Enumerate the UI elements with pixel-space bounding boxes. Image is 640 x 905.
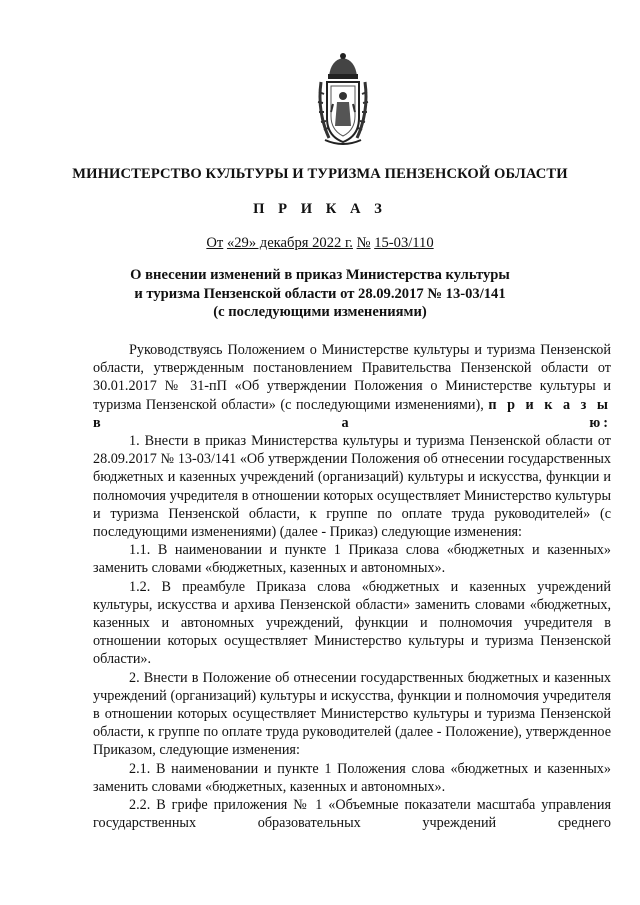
date-prefix: От bbox=[206, 235, 224, 251]
coat-of-arms-icon bbox=[315, 52, 371, 148]
order-date: «29» декабря 2022 г. bbox=[226, 235, 353, 251]
paragraph-1: 1. Внести в приказ Министерства культуры и туризма Пензенской области от 28.09.2017 № 13-03/141 «Об утверждении Положения об отнесении государственных бюджетных и казенных учреждений (организаций) культуры и искусства, функции и полномочия учредителя в отношении которых осуществляет Министерство культуры и туризма Пензенской области, к группе по оплате труда руководителей» (с последующими изменениями) (далее - Приказ) следующие изменения: bbox=[93, 433, 611, 541]
paragraph-1-1: 1.1. В наименовании и пункте 1 Приказа слова «бюджетных и казенных» заменить словами «бюджетных, казенных и автономных». bbox=[93, 542, 611, 577]
ministry-title: МИНИСТЕРСТВО КУЛЬТУРЫ И ТУРИЗМА ПЕНЗЕНСКОЙ ОБЛАСТИ bbox=[72, 166, 568, 182]
order-body bbox=[93, 341, 611, 832]
subject-line: и туризма Пензенской области от 28.09.2017 № 13-03/141 bbox=[134, 285, 506, 302]
paragraph-1-2: 1.2. В преамбуле Приказа слова «бюджетных и казенных учреждений культуры, искусства и архива Пензенской области» заменить словами «бюджетных, казенных и автономных учреждений, функции и полномочия учредителя в отношении которых осуществляет Министерство культуры и туризма Пензенской области». bbox=[93, 578, 611, 668]
order-number: 15-03/110 bbox=[374, 235, 434, 251]
preamble-paragraph bbox=[93, 341, 611, 432]
paragraph-2-2: 2.2. В грифе приложения № 1 «Объемные показатели масштаба управления государственных образовательных учреждений среднего bbox=[93, 797, 611, 832]
subject-line: О внесении изменений в приказ Министерства культуры bbox=[130, 267, 510, 283]
paragraph-2-1: 2.1. В наименовании и пункте 1 Положения слова «бюджетных и казенных» заменить словами «бюджетных, казенных и автономных». bbox=[93, 760, 611, 795]
paragraph-2: 2. Внести в Положение об отнесении государственных бюджетных и казенных учреждений (организаций) культуры и искусства, функции и полномочия учредителя в отношении которых осуществляет Министерство культуры и туризма Пензенской области, к группе по оплате труда руководителей (далее - Положение), утвержденное Приказом, следующие изменения: bbox=[93, 669, 611, 759]
order-word: п р и к а з ы в а ю: bbox=[93, 396, 611, 431]
document-type: П Р И К А З bbox=[253, 201, 387, 217]
order-subject bbox=[0, 266, 640, 322]
order-date-number bbox=[0, 235, 640, 252]
preamble-text: Руководствуясь Положением о Министерстве культуры и туризма Пензенской области, утвержденным постановлением Правительства Пензенской области от 30.01.2017 № 31-пП «Об утверждении Положения о Министерстве культуры и туризма Пензенской области» (с последующими изменениями), bbox=[93, 342, 611, 413]
number-prefix: № bbox=[356, 235, 371, 251]
subject-line: (с последующими изменениями) bbox=[213, 304, 427, 320]
